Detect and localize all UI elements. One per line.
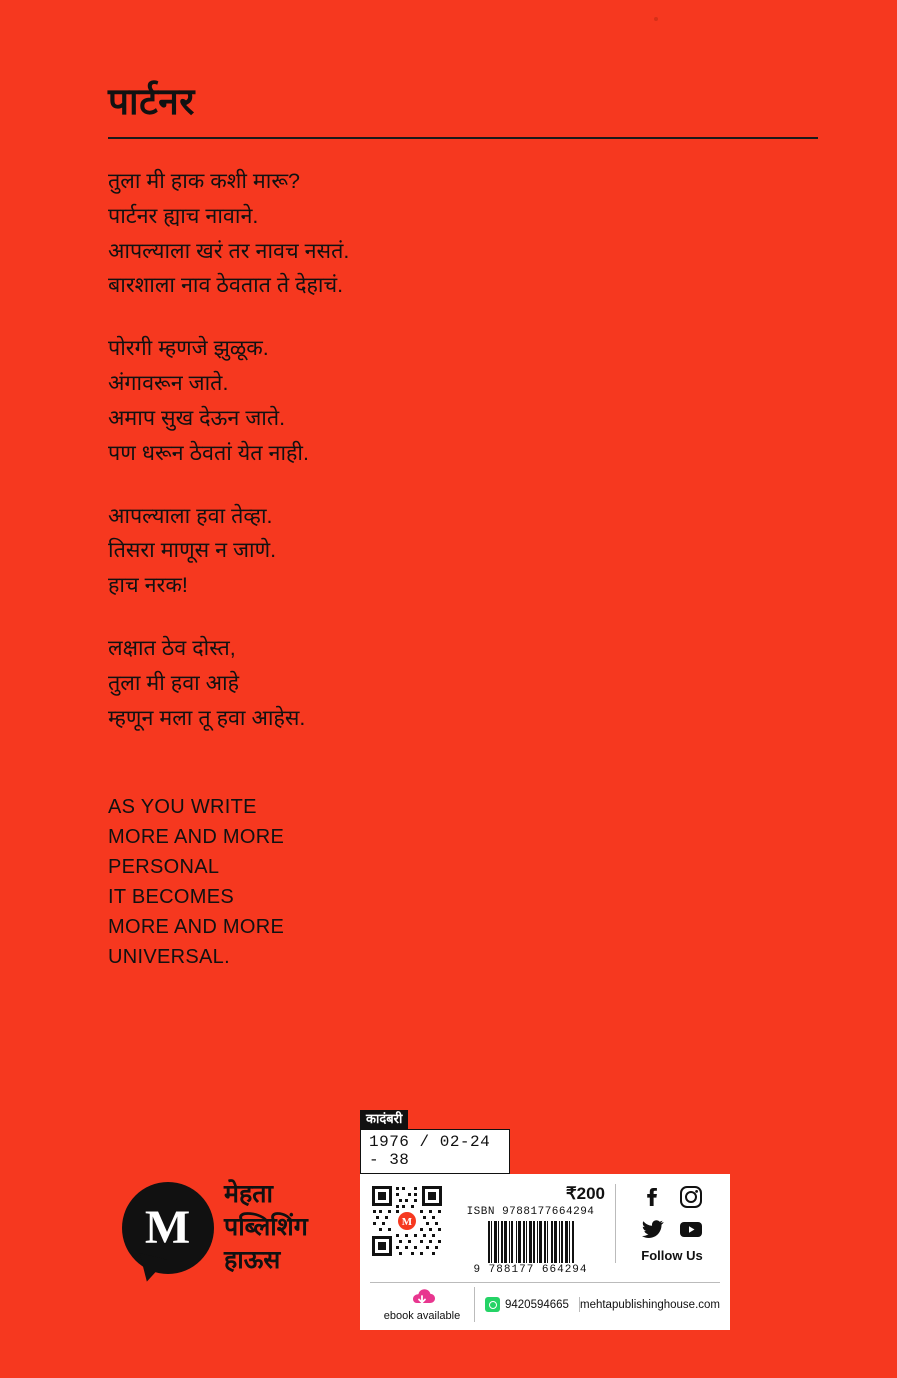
isbn-label: ISBN 9788177664294 [466,1206,595,1219]
ebook-cloud-icon [405,1287,439,1309]
publisher-name-line: मेहता [224,1180,273,1208]
poem-line: पोरगी म्हणजे झुळूक. [108,336,269,361]
phone-number: 9420594665 [505,1298,569,1311]
catalog-code: 1976 / 02-24 - 38 [360,1129,510,1174]
price-label: ₹200 [565,1184,605,1204]
logo-letter: M [144,1201,192,1254]
website-link[interactable]: mehtapublishinghouse.com [579,1298,720,1311]
english-quote-line: PERSONAL [108,856,220,878]
poem-stanza [108,499,808,603]
barcode-panel-footer [370,1282,720,1322]
poem-stanza [108,331,808,470]
english-quote-line: IT BECOMES [108,886,234,908]
qr-code[interactable] [370,1184,444,1258]
poem-line: तुला मी हवा आहे [108,670,240,695]
poem-line: पण धरून ठेवतां येत नाही. [108,440,309,465]
logo-speech-tail [133,1253,166,1285]
book-title: पार्टनर [108,81,195,122]
english-quote-line: MORE AND MORE [108,916,285,938]
publisher-name [224,1178,374,1277]
english-quote-line: MORE AND MORE [108,826,285,848]
poem-line: तिसरा माणूस न जाणे. [108,538,277,563]
social-row-top [624,1184,720,1210]
poem-stanza [108,164,808,303]
svg-text:M: M [401,1216,413,1229]
poem-block [108,164,808,764]
youtube-icon[interactable] [678,1216,704,1242]
poem-line: अंगावरून जाते. [108,371,229,396]
poem-line: आपल्याला हवा तेव्हा. [108,503,273,528]
publisher-name-line: हाऊस [224,1246,281,1274]
publisher-block [122,1178,362,1308]
english-quote-line: UNIVERSAL. [108,946,230,968]
poem-line: अमाप सुख देऊन जाते. [108,405,286,430]
title-divider [108,137,818,139]
publisher-logo-icon [122,1182,214,1274]
barcode-panel-main-row [370,1184,720,1276]
english-quote-block [108,792,708,972]
twitter-icon[interactable] [640,1216,666,1242]
whatsapp-cell[interactable] [475,1297,580,1312]
title-block [108,82,818,139]
poem-line: पार्टनर ह्याच नावाने. [108,203,259,228]
english-quote-line: AS YOU WRITE [108,796,257,818]
social-row-bottom [624,1216,720,1242]
publisher-name-line: पब्लिशिंग [224,1213,308,1241]
ebook-cell[interactable] [370,1287,475,1322]
print-speck [654,17,658,21]
barcode-graphic [452,1221,609,1263]
poem-line: म्हणून मला तू हवा आहेस. [108,705,306,730]
facebook-icon[interactable] [640,1184,666,1210]
follow-us-label: Follow Us [641,1248,703,1264]
ebook-label: ebook available [383,1310,461,1323]
instagram-icon[interactable] [678,1184,704,1210]
poem-stanza [108,631,808,735]
poem-line: बारशाला नाव ठेवतात ते देहाचं. [108,273,344,298]
genre-badge: कादंबरी [360,1110,408,1129]
barcode-panel [360,1174,730,1330]
poem-line: हाच नरक! [108,573,188,598]
poem-line: तुला मी हाक कशी मारू? [108,169,301,193]
poem-line: लक्षात ठेव दोस्त, [108,636,236,661]
barcode-column [444,1184,615,1276]
qr-code-graphic [370,1184,444,1258]
whatsapp-icon [485,1297,500,1312]
social-column [615,1184,720,1263]
poem-line: आपल्याला खरं तर नावच नसतं. [108,238,350,263]
barcode-number: 9 788177 664294 [473,1264,588,1277]
info-panel [360,1110,730,1330]
